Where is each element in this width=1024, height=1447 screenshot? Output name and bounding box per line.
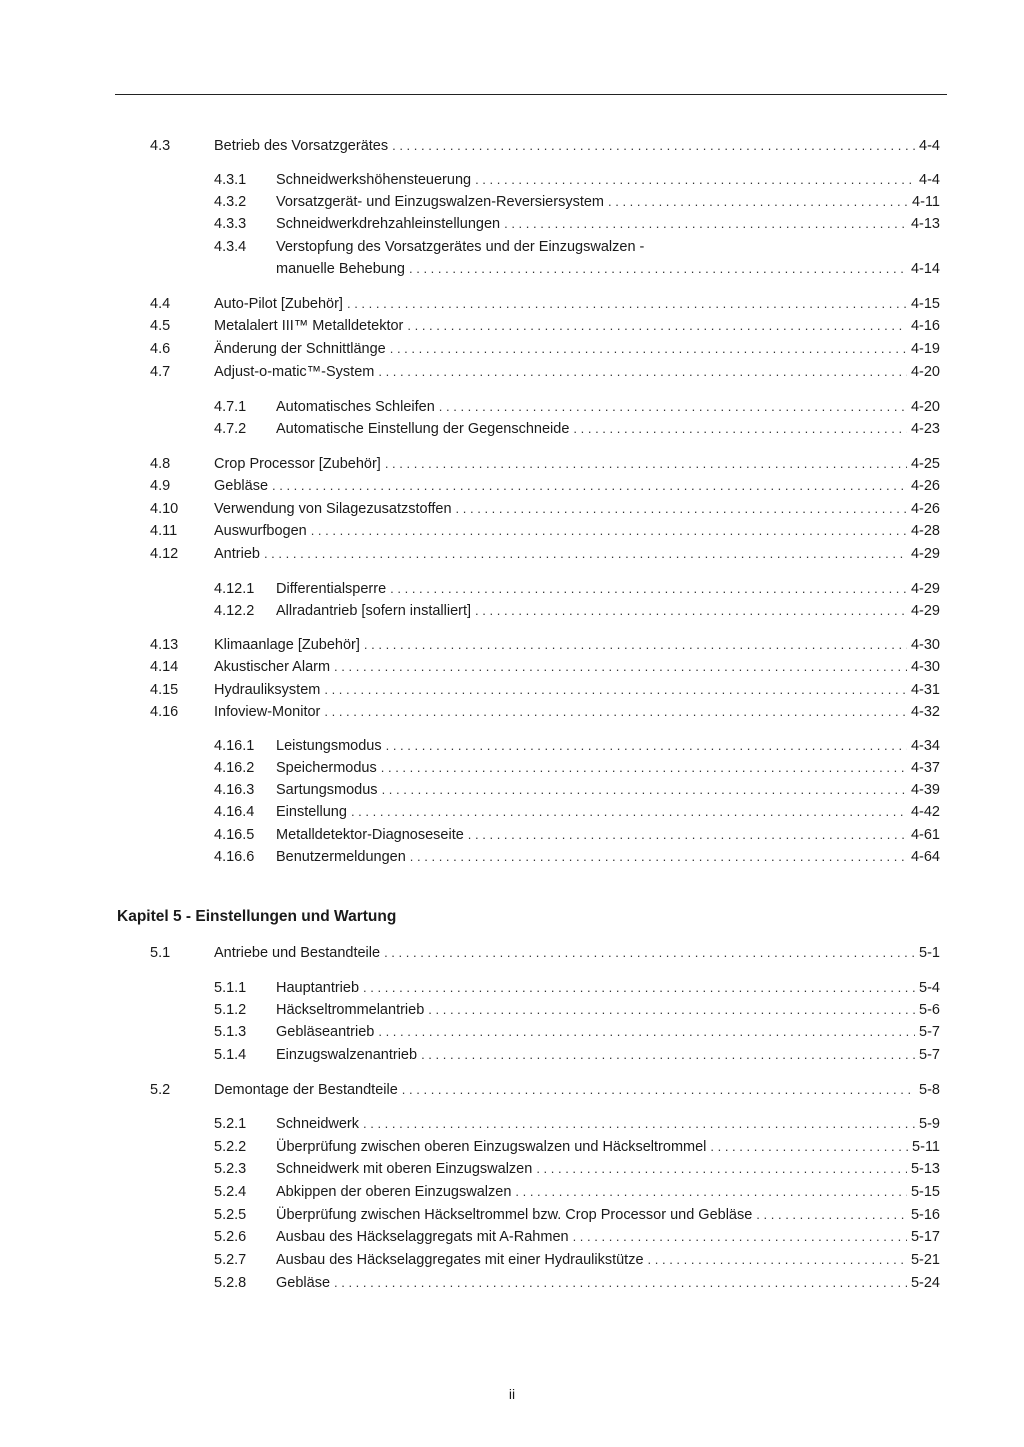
toc-entry[interactable] [150, 453, 940, 475]
toc-entry[interactable] [214, 169, 940, 191]
entry-number: 4.14 [150, 659, 179, 675]
dot-leader [475, 600, 907, 622]
entry-title: Abkippen der oberen Einzugswalzen [276, 1184, 512, 1200]
entry-page: 5-16 [910, 1207, 940, 1223]
dot-leader [272, 475, 907, 497]
entry-number: 5.1.3 [214, 1024, 247, 1040]
dot-leader [402, 1079, 915, 1101]
entry-title: Crop Processor [Zubehör] [214, 456, 381, 472]
entry-number: 4.6 [150, 341, 171, 357]
entry-title: Allradantrieb [sofern installiert] [276, 603, 472, 619]
entry-title: Automatische Einstellung der Gegenschneide [276, 421, 570, 437]
entry-number: 4.9 [150, 478, 171, 494]
entry-title: Einzugswalzenantrieb [276, 1047, 418, 1063]
entry-page: 4-15 [910, 296, 940, 312]
entry-page: 4-26 [910, 478, 940, 494]
entry-number: 4.16.3 [214, 782, 255, 798]
entry-number: 4.3.3 [214, 216, 247, 232]
dot-leader [334, 656, 907, 678]
entry-title: Antrieb [214, 546, 260, 562]
dot-leader [386, 735, 907, 757]
dot-leader [311, 520, 907, 542]
entry-page: 5-7 [919, 1024, 940, 1040]
toc-entry[interactable] [214, 977, 940, 999]
entry-title: Häckseltrommelantrieb [276, 1002, 425, 1018]
toc-entry[interactable] [150, 701, 940, 723]
toc-entry[interactable] [150, 361, 940, 383]
entry-number: 5.1.1 [214, 980, 247, 996]
entry-page: 4-19 [910, 341, 940, 357]
entry-page: 5-21 [910, 1252, 940, 1268]
entry-page: 4-64 [910, 849, 940, 865]
entry-number: 4.15 [150, 682, 179, 698]
dot-leader [384, 942, 915, 964]
entry-page: 4-30 [910, 659, 940, 675]
toc-entry[interactable] [214, 1113, 940, 1135]
toc-entry[interactable] [214, 1021, 940, 1043]
entry-title: Vorsatzgerät- und Einzugswalzen-Reversiersystem [276, 194, 604, 210]
dot-leader [381, 757, 907, 779]
entry-number: 5.2.4 [214, 1184, 247, 1200]
entry-page: 4-42 [910, 804, 940, 820]
entry-title: Verwendung von Silagezusatzstoffen [214, 501, 452, 517]
toc-entry[interactable] [214, 213, 940, 235]
entry-page: 5-6 [919, 1002, 940, 1018]
entry-number: 4.7.1 [214, 399, 247, 415]
entry-page: 4-39 [910, 782, 940, 798]
entry-page: 4-4 [919, 138, 940, 154]
entry-title: Ausbau des Häckselaggregats mit A-Rahmen [276, 1229, 569, 1245]
entry-page: 4-29 [910, 603, 940, 619]
entry-title: Auswurfbogen [214, 523, 307, 539]
entry-page: 4-25 [910, 456, 940, 472]
toc-entry[interactable] [150, 315, 940, 337]
toc-entry[interactable] [150, 1079, 940, 1101]
toc-entry-multiline[interactable] [214, 236, 644, 258]
toc-entry[interactable] [214, 735, 940, 757]
entry-number: 4.12 [150, 546, 179, 562]
entry-page: 4-11 [912, 194, 940, 210]
dot-leader [456, 498, 907, 520]
entry-number: 4.4 [150, 296, 171, 312]
toc-entry[interactable] [214, 396, 940, 418]
entry-page: 4-37 [910, 760, 940, 776]
entry-page: 4-13 [910, 216, 940, 232]
entry-title: Betrieb des Vorsatzgerätes [214, 138, 389, 154]
dot-leader [363, 1113, 915, 1135]
entry-title: Gebläse [214, 478, 269, 494]
toc-entry[interactable] [214, 1204, 940, 1226]
entry-page: 5-4 [919, 980, 940, 996]
dot-leader [475, 169, 915, 191]
entry-page: 4-20 [910, 364, 940, 380]
entry-number: 4.16.5 [214, 827, 255, 843]
entry-number: 4.12.1 [214, 581, 255, 597]
entry-page: 5-8 [919, 1082, 940, 1098]
entry-title: Speichermodus [276, 760, 377, 776]
entry-number: 5.2.8 [214, 1275, 247, 1291]
entry-title: Akustischer Alarm [214, 659, 331, 675]
entry-title: Adjust-o-matic™-System [214, 364, 375, 380]
entry-number: 4.11 [150, 523, 178, 539]
dot-leader [264, 543, 907, 565]
entry-number: 5.2.1 [214, 1116, 247, 1132]
entry-number: 5.2.7 [214, 1252, 247, 1268]
dot-leader [421, 1044, 915, 1066]
entry-number: 4.3.1 [214, 172, 247, 188]
entry-page: 4-23 [910, 421, 940, 437]
entry-number: 5.2.3 [214, 1161, 247, 1177]
entry-number: 4.13 [150, 637, 179, 653]
entry-title: Demontage der Bestandteile [214, 1082, 398, 1098]
entry-page: 4-30 [910, 637, 940, 653]
entry-page: 4-4 [919, 172, 940, 188]
entry-number: 4.5 [150, 318, 171, 334]
entry-page: 5-9 [919, 1116, 940, 1132]
entry-page: 5-17 [910, 1229, 940, 1245]
toc-entry[interactable] [214, 1249, 940, 1271]
dot-leader [504, 213, 907, 235]
entry-page: 4-31 [910, 682, 940, 698]
dot-leader [390, 338, 907, 360]
entry-title: Infoview-Monitor [214, 704, 321, 720]
toc-entry[interactable] [150, 520, 940, 542]
entry-title: Automatisches Schleifen [276, 399, 435, 415]
entry-title: Gebläseantrieb [276, 1024, 375, 1040]
entry-title: Einstellung [276, 804, 347, 820]
dot-leader [608, 191, 908, 213]
toc-entry[interactable] [214, 1181, 940, 1203]
entry-title: Leistungsmodus [276, 738, 382, 754]
entry-page: 4-32 [910, 704, 940, 720]
entry-title: Sartungsmodus [276, 782, 378, 798]
entry-title: Hydrauliksystem [214, 682, 321, 698]
dot-leader [382, 779, 907, 801]
toc-entry[interactable] [214, 779, 940, 801]
entry-page: 4-34 [910, 738, 940, 754]
entry-title: Schneidwerkdrehzahleinstellungen [276, 216, 501, 232]
dot-leader [324, 701, 907, 723]
entry-title: Ausbau des Häckselaggregates mit einer Hydraulikstütze [276, 1252, 644, 1268]
entry-page: 4-29 [910, 581, 940, 597]
toc-entry[interactable] [150, 942, 940, 964]
toc-entry[interactable] [214, 757, 940, 779]
entry-number: 4.16.2 [214, 760, 255, 776]
entry-number: 4.10 [150, 501, 179, 517]
entry-page: 5-24 [910, 1275, 940, 1291]
toc-entry[interactable] [150, 656, 940, 678]
entry-title: Überprüfung zwischen oberen Einzugswalzen und Häckseltrommel [276, 1139, 707, 1155]
dot-leader [324, 679, 907, 701]
toc-entry[interactable] [214, 824, 940, 846]
dot-leader [390, 578, 907, 600]
dot-leader [573, 418, 907, 440]
chapter-heading: Kapitel 5 - Einstellungen und Wartung [117, 908, 397, 925]
toc-entry[interactable] [214, 801, 940, 823]
entry-page: 5-11 [912, 1139, 940, 1155]
toc-entry[interactable] [214, 418, 940, 440]
toc-entry[interactable] [150, 498, 940, 520]
entry-title: Antriebe und Bestandteile [214, 945, 381, 961]
entry-title: Verstopfung des Vorsatzgerätes und der Einzugswalzen - [276, 239, 645, 255]
entry-title: Metalalert III™ Metalldetektor [214, 318, 404, 334]
toc-entry[interactable] [150, 338, 940, 360]
entry-number: 4.12.2 [214, 603, 255, 619]
entry-page: 4-61 [910, 827, 940, 843]
toc-entry[interactable] [150, 634, 940, 656]
entry-number: 4.16 [150, 704, 179, 720]
entry-page: 4-16 [910, 318, 940, 334]
dot-leader [407, 315, 907, 337]
toc-entry[interactable] [214, 1158, 940, 1180]
dot-leader [710, 1136, 908, 1158]
dot-leader [410, 846, 907, 868]
toc-entry[interactable] [214, 1226, 940, 1248]
entry-number: 5.2.2 [214, 1139, 247, 1155]
entry-number: 4.7.2 [214, 421, 247, 437]
dot-leader [756, 1204, 907, 1226]
entry-page: 4-29 [910, 546, 940, 562]
dot-leader [378, 361, 907, 383]
toc-entry[interactable] [214, 1272, 940, 1294]
toc-entry[interactable] [214, 999, 940, 1021]
entry-title: Hauptantrieb [276, 980, 360, 996]
dot-leader [515, 1181, 907, 1203]
entry-number: 4.3.4 [214, 239, 247, 255]
dot-leader [363, 977, 915, 999]
toc-entry-continuation[interactable] [276, 258, 940, 280]
entry-title: Benutzermeldungen [276, 849, 406, 865]
entry-page: 5-15 [910, 1184, 940, 1200]
toc-entry[interactable] [214, 1136, 940, 1158]
toc-entry[interactable] [214, 191, 940, 213]
entry-number: 5.2.6 [214, 1229, 247, 1245]
entry-number: 4.16.1 [214, 738, 255, 754]
entry-number: 4.16.6 [214, 849, 255, 865]
entry-number: 5.1.2 [214, 1002, 247, 1018]
entry-title: Schneidwerkshöhensteuerung [276, 172, 472, 188]
entry-page: 4-26 [910, 501, 940, 517]
dot-leader [334, 1272, 907, 1294]
dot-leader [536, 1158, 907, 1180]
toc-entry[interactable] [214, 578, 940, 600]
dot-leader [378, 1021, 915, 1043]
entry-number: 4.3 [150, 138, 171, 154]
entry-number: 5.1.4 [214, 1047, 247, 1063]
entry-title: Schneidwerk mit oberen Einzugswalzen [276, 1161, 533, 1177]
toc-entry[interactable] [150, 135, 940, 157]
entry-page: 5-7 [919, 1047, 940, 1063]
entry-title: Änderung der Schnittlänge [214, 341, 386, 357]
entry-title: Klimaanlage [Zubehör] [214, 637, 360, 653]
entry-page: 5-1 [919, 945, 940, 961]
toc-entry[interactable] [150, 475, 940, 497]
entry-title: Differentialsperre [276, 581, 387, 597]
entry-title: Metalldetektor-Diagnoseseite [276, 827, 464, 843]
entry-page: 4-14 [910, 261, 940, 277]
dot-leader [392, 135, 915, 157]
entry-page: 4-20 [910, 399, 940, 415]
top-rule [115, 94, 947, 95]
dot-leader [409, 258, 907, 280]
entry-title: Schneidwerk [276, 1116, 360, 1132]
toc-entry[interactable] [150, 679, 940, 701]
dot-leader [468, 824, 907, 846]
page-number: ii [508, 1386, 516, 1402]
entry-title: Auto-Pilot [Zubehör] [214, 296, 343, 312]
entry-number: 4.16.4 [214, 804, 255, 820]
entry-number: 4.8 [150, 456, 171, 472]
entry-number: 4.7 [150, 364, 171, 380]
entry-title: Überprüfung zwischen Häckseltrommel bzw. Crop Processor und Gebläse [276, 1207, 753, 1223]
entry-number: 4.3.2 [214, 194, 247, 210]
toc-entry[interactable] [150, 543, 940, 565]
entry-page: 5-13 [910, 1161, 940, 1177]
entry-page: 4-28 [910, 523, 940, 539]
dot-leader [428, 999, 915, 1021]
dot-leader [364, 634, 907, 656]
dot-leader [573, 1226, 907, 1248]
entry-title-continued: manuelle Behebung [276, 261, 405, 277]
entry-title: Gebläse [276, 1275, 331, 1291]
dot-leader [351, 801, 907, 823]
entry-number: 5.1 [150, 945, 171, 961]
toc-entry[interactable] [150, 293, 940, 315]
toc-entry[interactable] [214, 1044, 940, 1066]
dot-leader [347, 293, 907, 315]
entry-number: 5.2.5 [214, 1207, 247, 1223]
entry-number: 5.2 [150, 1082, 171, 1098]
dot-leader [385, 453, 907, 475]
toc-entry[interactable] [214, 846, 940, 868]
dot-leader [439, 396, 907, 418]
dot-leader [648, 1249, 907, 1271]
toc-entry[interactable] [214, 600, 940, 622]
